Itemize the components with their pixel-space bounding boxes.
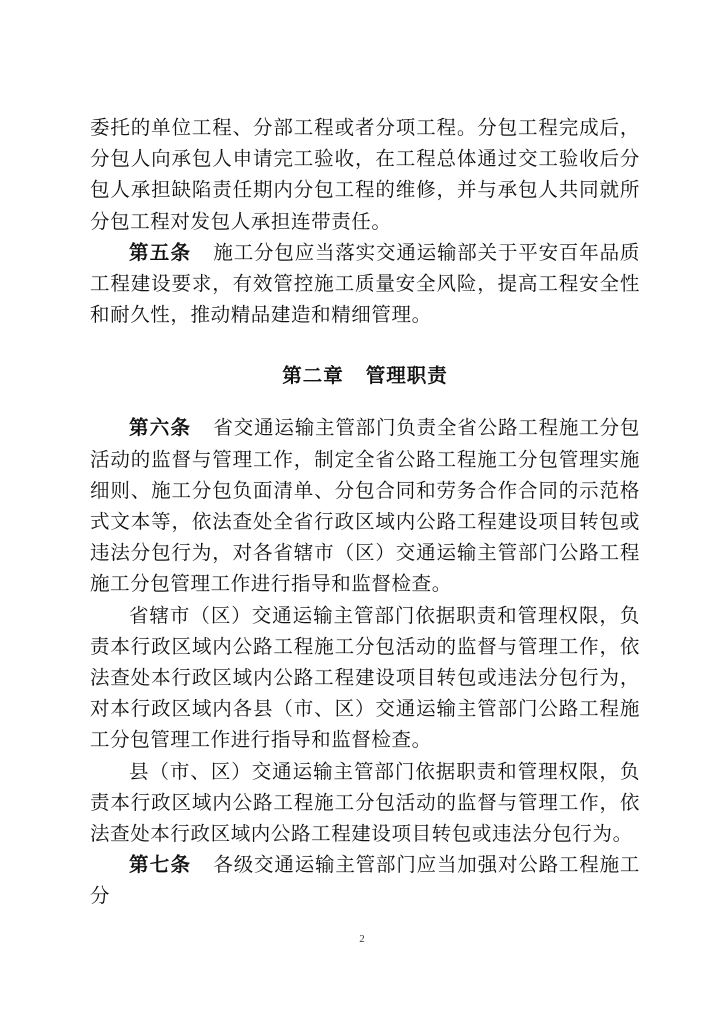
page-number: 2	[359, 933, 365, 945]
article-5-label: 第五条	[129, 240, 192, 264]
article-6-text: 省交通运输主管部门负责全省公路工程施工分包活动的监督与管理工作，制定全省公路工程施工分包管理实施细则、施工分包负面清单、分包合同和劳务合作合同的示范格式文本等，依法查处全省行政区域内公路工程建设项目转包或违法分包行为，对各省辖市（区）交通运输主管部门公路工程施工分包管理工作进行指导和监督检查。	[90, 416, 640, 596]
article-6-label: 第六条	[129, 416, 192, 440]
chapter-heading	[90, 360, 640, 388]
article-7	[90, 849, 640, 911]
article-6	[90, 412, 640, 599]
chapter-number: 第二章	[282, 364, 344, 388]
article-7-label: 第七条	[129, 853, 192, 877]
article-5	[90, 237, 640, 331]
article-5-text: 施工分包应当落实交通运输部关于平安百年品质工程建设要求，有效管控施工质量安全风险，提高工程安全性和耐久性，推动精品建造和精细管理。	[90, 240, 640, 327]
article-7-text: 各级交通运输主管部门应当加强对公路工程施工分	[90, 853, 640, 908]
paragraph-continuation: 委托的单位工程、分部工程或者分项工程。分包工程完成后，分包人向承包人申请完工验收，在工程总体通过交工验收后分包人承担缺陷责任期内分包工程的维修，并与承包人共同就所分包工程对发包人承担连带责任。	[90, 116, 640, 233]
article-6-paragraph-2: 省辖市（区）交通运输主管部门依据职责和管理权限，负责本行政区域内公路工程施工分包活动的监督与管理工作，依法查处本行政区域内公路工程建设项目转包或违法分包行为，对本行政区域内各县（市、区）交通运输主管部门公路工程施工分包管理工作进行指导和监督检查。	[90, 603, 640, 752]
article-6-paragraph-3: 县（市、区）交通运输主管部门依据职责和管理权限，负责本行政区域内公路工程施工分包活动的监督与管理工作，依法查处本行政区域内公路工程建设项目转包或违法分包行为。	[90, 759, 640, 846]
chapter-title: 管理职责	[365, 364, 448, 388]
document-body	[90, 112, 640, 912]
